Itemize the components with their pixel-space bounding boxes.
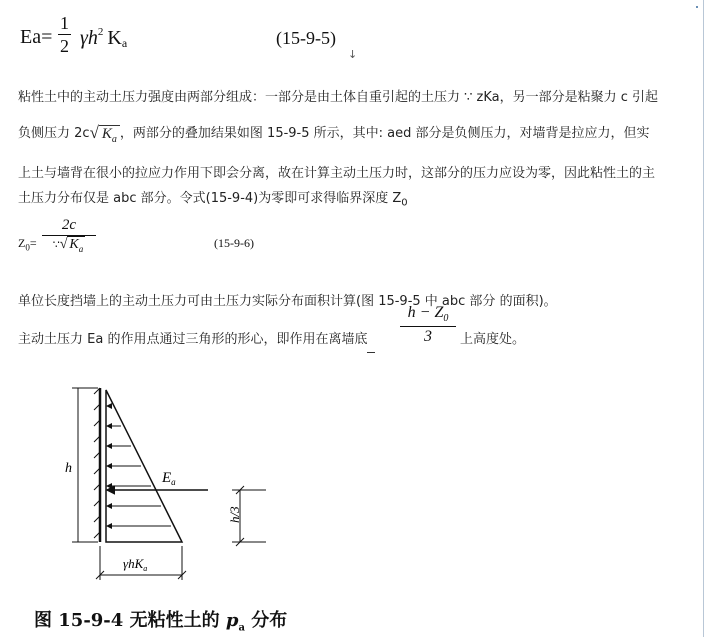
formula-z0-fraction: [42, 218, 96, 254]
paragraph-2-before: 负侧压力 2c: [18, 126, 90, 141]
equation-number-15-9-5: (15-9-5): [276, 28, 336, 48]
radicand: $K_a$: [99, 125, 120, 142]
stray-underline-mark: [367, 352, 375, 353]
fraction-bar: [58, 34, 71, 35]
paragraph-5: 单位长度挡墙上的主动土压力可由土压力实际分布面积计算(图 15-9-5 中 abc 部分 的面积)。: [18, 294, 557, 309]
equation-number-15-9-6: (15-9-6): [214, 236, 254, 250]
paragraph-2-after: ，两部分的叠加结果如图 15-9-5 所示，其中: aed 部分是负侧压力，对墙背是拉应力，但实: [119, 126, 650, 141]
hz-denominator: 3: [424, 328, 432, 346]
sqrt-ka: [90, 123, 120, 145]
paragraph-2: [18, 122, 650, 145]
z0-denominator: ∵√ $K_a$: [52, 237, 84, 254]
paragraph-4: 土压力分布仅是 abc 部分。令式(15-9-4)为零即可求得临界深度 $Z_0$: [18, 191, 408, 209]
paragraph-return-mark: ↓: [348, 48, 358, 61]
paragraph-6-after: 上高度处。: [460, 332, 526, 347]
formula-ea-lhs: Ea=: [20, 26, 53, 48]
fraction-denominator: 2: [60, 36, 69, 56]
exponent: 2: [97, 26, 104, 38]
formula-z0-lhs: $Z_0=$: [18, 236, 37, 253]
z0-numerator: 2c: [61, 217, 77, 233]
corner-marker: [696, 6, 698, 8]
paragraph-3: 上土与墙背在很小的拉应力作用下即会分离，故在计算主动土压力时，这部分的压力应设为零，因此粘性土的主: [18, 166, 656, 181]
ea-label: $E_a$: [162, 470, 176, 487]
paragraph-1: 粘性土中的主动土压力强度由两部分组成：一部分是由土体自重引起的土压力 ∵ zKa，另一部分是粘聚力 c 引起: [18, 90, 659, 105]
retaining-wall: [94, 388, 100, 542]
formula-h-minus-z0-over-3: [400, 305, 456, 345]
pressure-distribution-diagram: [60, 380, 300, 585]
radical-sign: √: [89, 122, 99, 142]
right-border-rule: [703, 0, 704, 637]
h-dimension: [72, 388, 98, 542]
k-term: K: [107, 27, 122, 49]
h-label: h: [65, 461, 72, 476]
gamma-h-term: γh: [80, 27, 98, 49]
figure-caption: 图 15-9-4 无粘性土的 $p_a$ 分布: [34, 610, 288, 634]
pressure-arrows: [107, 406, 171, 526]
formula-ea-fraction: [58, 14, 71, 55]
hz-fraction-bar: [400, 326, 456, 327]
base-label: γhK$_a$: [123, 556, 148, 573]
hz-numerator: $h - Z_0$: [407, 304, 449, 325]
h3-label: h/3: [227, 506, 242, 523]
k-subscript: a: [121, 36, 128, 50]
fraction-numerator: 1: [60, 13, 69, 33]
formula-ea-rhs: [80, 26, 127, 51]
paragraph-6: 主动土压力 Ea 的作用点通过三角形的形心，即作用在离墙底: [18, 332, 368, 347]
